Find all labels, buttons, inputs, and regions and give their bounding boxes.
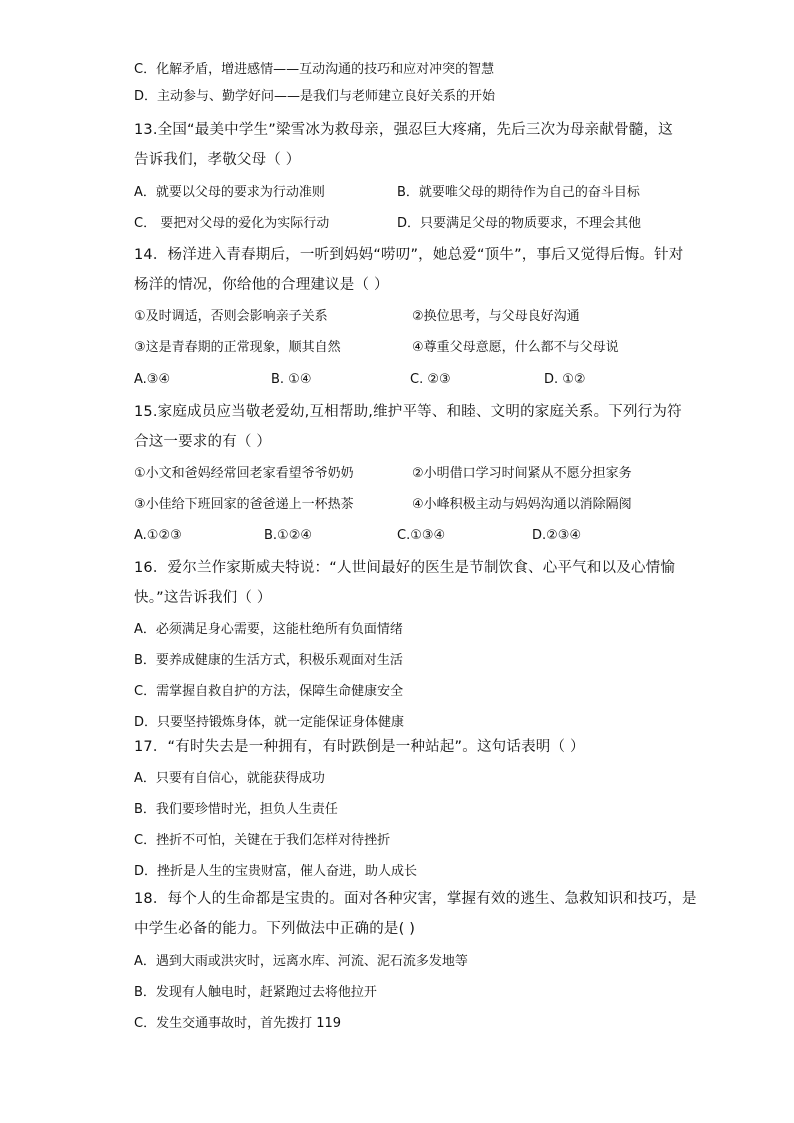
q17-option-b: B．我们要珍惜时光，担负人生责任 — [134, 802, 338, 817]
q15-items-row1 — [134, 464, 694, 484]
q14-option-c: C. ②③ — [410, 372, 451, 387]
q13-option-c: C． 要把对父母的爱化为实际行动 — [134, 216, 330, 231]
q16-option-a: A．必须满足身心需要，这能杜绝所有负面情绪 — [134, 622, 403, 637]
q18-option-c: C．发生交通事故时，首先拨打 119 — [134, 1016, 342, 1031]
q15-option-b: B.①②④ — [264, 528, 313, 543]
q15-stem-line1: 15.家庭成员应当敬老爱幼,互相帮助,维护平等、和睦、文明的家庭关系。下列行为符 — [134, 404, 682, 420]
q14-item-3: ③这是青春期的正常现象，顺其自然 — [134, 340, 341, 355]
q15-option-d: D.②③④ — [532, 528, 582, 543]
q18-option-a: A．遇到大雨或洪灾时，远离水库、河流、泥石流多发地等 — [134, 954, 468, 969]
q14-item-1: ①及时调适，否则会影响亲子关系 — [134, 309, 328, 324]
q15-option-c: C.①③④ — [397, 528, 446, 543]
q17-option-a: A．只要有自信心，就能获得成功 — [134, 771, 325, 786]
q15-options-row — [134, 526, 694, 546]
q18-stem-line1: 18．每个人的生命都是宝贵的。面对各种灾害，掌握有效的逃生、急救知识和技巧，是 — [134, 891, 697, 907]
q14-stem-line2: 杨洋的情况，你给他的合理建议是（ ） — [134, 277, 389, 293]
q17-option-d: D．挫折是人生的宝贵财富，催人奋进，助人成长 — [134, 864, 418, 879]
q16-stem-line2: 快。”这告诉我们（ ） — [134, 590, 272, 606]
q14-items-row1 — [134, 307, 694, 327]
q14-options-row — [134, 370, 694, 390]
q17-stem-line1: 17．“有时失去是一种拥有，有时跌倒是一种站起”。这句话表明（ ） — [134, 739, 585, 755]
q14-items-row2 — [134, 338, 694, 358]
q16-option-d: D．只要坚持锻炼身体，就一定能保证身体健康 — [134, 715, 405, 730]
q14-item-2: ②换位思考，与父母良好沟通 — [412, 309, 580, 324]
q14-stem-line1: 14．杨洋进入青春期后，一听到妈妈“唠叨”，她总爱“顶牛”，事后又觉得后悔。针对 — [134, 247, 684, 263]
q13-options-row1 — [134, 183, 694, 203]
q15-item-1: ①小文和爸妈经常回老家看望爷爷奶奶 — [134, 466, 354, 481]
q12-option-d: D．主动参与、勤学好问——是我们与老师建立良好关系的开始 — [134, 89, 496, 104]
q13-option-d: D．只要满足父母的物质要求，不理会其他 — [397, 216, 642, 231]
q12-option-c: C．化解矛盾，增进感情——互动沟通的技巧和应对冲突的智慧 — [134, 62, 495, 77]
q14-option-b: B. ①④ — [271, 372, 312, 387]
q15-option-a: A.①②③ — [134, 528, 182, 543]
q13-stem-line2: 告诉我们，孝敬父母（ ） — [134, 152, 301, 168]
q15-stem-line2: 合这一要求的有（ ） — [134, 434, 272, 450]
q15-item-2: ②小明借口学习时间紧从不愿分担家务 — [412, 466, 632, 481]
q14-item-4: ④尊重父母意愿，什么都不与父母说 — [412, 340, 619, 355]
q14-option-d: D. ①② — [544, 372, 586, 387]
q13-option-b: B．就要唯父母的期待作为自己的奋斗目标 — [397, 185, 640, 200]
q16-stem-line1: 16．爱尔兰作家斯威夫特说：“人世间最好的医生是节制饮食、心平气和以及心情愉 — [134, 560, 676, 576]
q13-stem-line1: 13.全国“最美中学生”梁雪冰为救母亲，强忍巨大疼痛，先后三次为母亲献骨髓，这 — [134, 122, 673, 138]
q15-item-4: ④小峰积极主动与妈妈沟通以消除隔阂 — [412, 497, 632, 512]
q15-items-row2 — [134, 495, 694, 515]
q17-option-c: C．挫折不可怕，关键在于我们怎样对待挫折 — [134, 833, 391, 848]
q13-options-row2 — [134, 214, 694, 234]
q18-option-b: B．发现有人触电时，赶紧跑过去将他拉开 — [134, 985, 377, 1000]
q16-option-b: B．要养成健康的生活方式，积极乐观面对生活 — [134, 653, 403, 668]
q14-option-a: A.③④ — [134, 372, 171, 387]
q13-option-a: A．就要以父母的要求为行动准则 — [134, 185, 325, 200]
q18-stem-line2: 中学生必备的能力。下列做法中正确的是( ) — [134, 921, 416, 937]
q15-item-3: ③小佳给下班回家的爸爸递上一杯热茶 — [134, 497, 354, 512]
q16-option-c: C．需掌握自救自护的方法，保障生命健康安全 — [134, 684, 404, 699]
